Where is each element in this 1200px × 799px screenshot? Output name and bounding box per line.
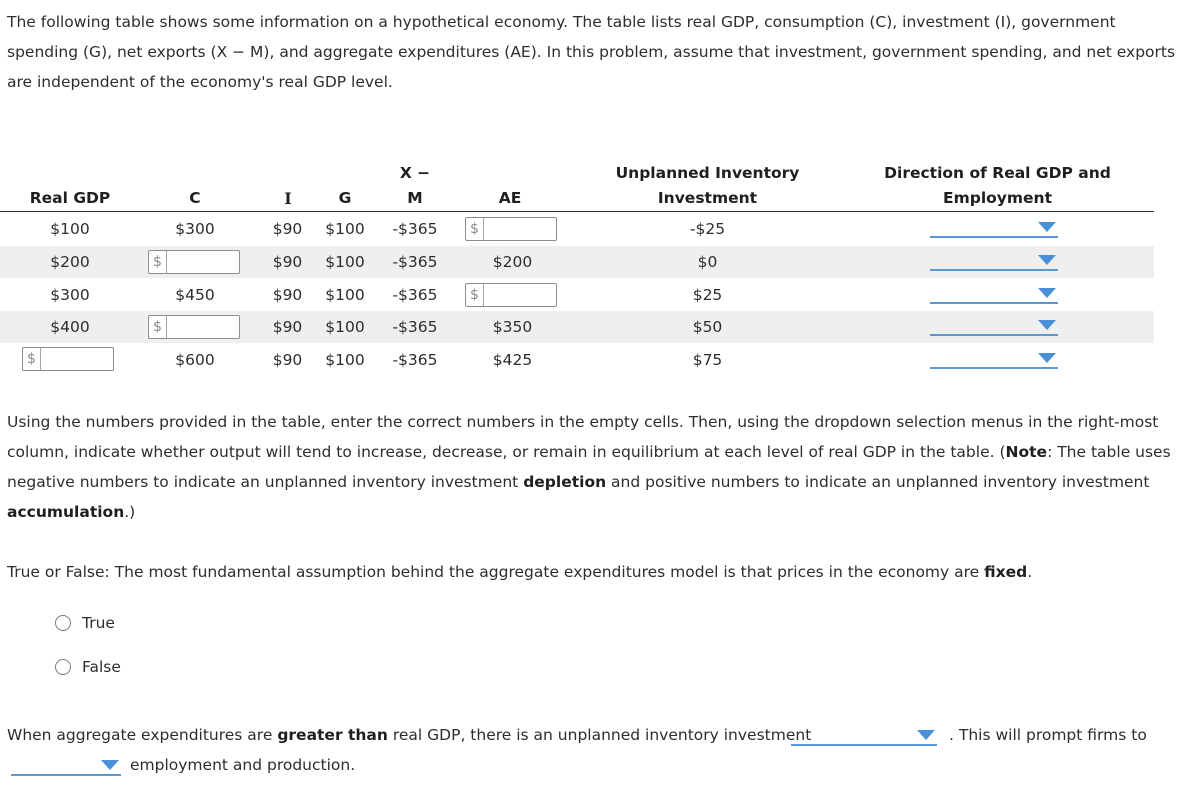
header-direction-top: Direction of Real GDP and	[884, 164, 1111, 182]
header-unplanned-inventory-bottom: Investment	[657, 189, 758, 207]
dropdown-arrow-icon	[917, 730, 935, 740]
direction-dropdown-row-3[interactable]	[930, 280, 1058, 304]
instructions-line	[7, 467, 1177, 497]
cell-aggregate-expenditures: $200	[492, 253, 533, 271]
cell-investment: $90	[272, 286, 303, 304]
cell-real-gdp: $100	[50, 220, 90, 238]
cell-net-exports: -$365	[392, 286, 438, 304]
true-false-question	[7, 557, 1177, 587]
cell-consumption: $450	[175, 286, 215, 304]
intro-line: The following table shows some information on a hypothetical economy. The table lists real GDP, consumption (C), investment (I), government	[7, 13, 1116, 31]
sentence-text: When aggregate expenditures are	[7, 726, 278, 744]
direction-dropdown-row-4[interactable]	[930, 312, 1058, 336]
blank-sentence-tail: . This will prompt firms to	[949, 726, 1147, 744]
header-aggregate-expenditures: AE	[498, 189, 522, 207]
header-net-exports-bottom: M	[407, 189, 423, 207]
radio-label: False	[82, 658, 121, 676]
intro-line: spending (G), net exports (X − M), and aggregate expenditures (AE). In this problem, assume that investment, government spending, and net exports	[7, 43, 1176, 61]
employment-change-dropdown[interactable]	[11, 752, 121, 776]
instructions-line	[7, 497, 1177, 527]
dollar-sign: $	[149, 316, 167, 338]
dropdown-arrow-icon	[1038, 255, 1056, 265]
cell-net-exports: -$365	[392, 220, 438, 238]
cell-real-gdp: $200	[50, 253, 90, 271]
header-net-exports-top: X −	[399, 164, 431, 182]
cell-government: $100	[325, 220, 365, 238]
header-divider	[0, 211, 1154, 212]
radio-label: True	[82, 614, 115, 632]
direction-dropdown-row-5[interactable]	[930, 345, 1058, 369]
dollar-sign: $	[23, 348, 41, 370]
greater-than-term: greater than	[277, 726, 388, 744]
cell-consumption: $600	[175, 351, 215, 369]
cell-investment: $90	[272, 318, 303, 336]
intro-line: are independent of the economy's real GDP level.	[7, 73, 393, 91]
cell-net-exports: -$365	[392, 253, 438, 271]
ae-input-row-3[interactable]	[465, 283, 557, 307]
cell-real-gdp: $400	[50, 318, 90, 336]
intro-paragraph	[7, 7, 1177, 97]
accumulation-term: accumulation	[7, 503, 125, 521]
radio-button[interactable]	[55, 615, 71, 631]
cell-net-exports: -$365	[392, 318, 438, 336]
cell-real-gdp: $300	[50, 286, 90, 304]
cell-unplanned-inventory: $25	[692, 286, 723, 304]
cell-government: $100	[325, 286, 365, 304]
header-direction-bottom: Employment	[942, 189, 1052, 207]
dropdown-arrow-icon	[1038, 353, 1056, 363]
header-real-gdp: Real GDP	[29, 189, 111, 207]
instructions-line	[7, 437, 1177, 467]
dollar-sign: $	[466, 218, 484, 240]
cell-investment: $90	[272, 351, 303, 369]
cell-aggregate-expenditures: $350	[492, 318, 533, 336]
question-text: .	[1027, 563, 1033, 581]
direction-dropdown-row-1[interactable]	[930, 214, 1058, 238]
radio-option-false[interactable]	[55, 655, 121, 679]
cell-unplanned-inventory: -$25	[689, 220, 726, 238]
instructions-paragraph	[7, 407, 1177, 527]
header-investment: I	[284, 189, 292, 208]
depletion-term: depletion	[523, 473, 607, 491]
radio-option-true[interactable]	[55, 611, 115, 635]
header-consumption: C	[189, 189, 201, 207]
instructions-text: negative numbers to indicate an unplanned inventory investment	[7, 473, 524, 491]
real-gdp-input-row-5[interactable]	[22, 347, 114, 371]
cell-unplanned-inventory: $50	[692, 318, 723, 336]
cell-aggregate-expenditures: $425	[492, 351, 533, 369]
cell-investment: $90	[272, 220, 303, 238]
question-text: True or False: The most fundamental assumption behind the aggregate expenditures model is that prices in the economy are	[7, 563, 985, 581]
note-label: Note	[1005, 443, 1048, 461]
cell-unplanned-inventory: $75	[692, 351, 723, 369]
cell-unplanned-inventory: $0	[697, 253, 718, 271]
fixed-term: fixed	[984, 563, 1028, 581]
consumption-input-row-4[interactable]	[148, 315, 240, 339]
sentence-text: real GDP, there is an unplanned inventory investment	[387, 726, 812, 744]
blank-sentence-line-2: employment and production.	[130, 756, 356, 774]
dropdown-arrow-icon	[1038, 320, 1056, 330]
cell-government: $100	[325, 318, 365, 336]
dropdown-arrow-icon	[101, 760, 119, 770]
direction-dropdown-row-2[interactable]	[930, 247, 1058, 271]
radio-button[interactable]	[55, 659, 71, 675]
dollar-sign: $	[466, 284, 484, 306]
ae-input-row-1[interactable]	[465, 217, 557, 241]
cell-government: $100	[325, 351, 365, 369]
cell-government: $100	[325, 253, 365, 271]
instructions-text: and positive numbers to indicate an unplanned inventory investment	[606, 473, 1150, 491]
instructions-text: .)	[124, 503, 136, 521]
instructions-line: Using the numbers provided in the table, enter the correct numbers in the empty cells. Then, using the dropdown selection menus in the right-most	[7, 413, 1159, 431]
dollar-sign: $	[149, 251, 167, 273]
cell-net-exports: -$365	[392, 351, 438, 369]
blank-sentence-line-1	[7, 720, 811, 750]
consumption-input-row-2[interactable]	[148, 250, 240, 274]
header-unplanned-inventory-top: Unplanned Inventory	[615, 164, 800, 182]
dropdown-arrow-icon	[1038, 222, 1056, 232]
inventory-change-dropdown[interactable]	[791, 722, 937, 746]
instructions-text: column, indicate whether output will tend to increase, decrease, or remain in equilibrium at each level of real GDP in the table. (	[7, 443, 1006, 461]
instructions-text: : The table uses	[1047, 443, 1171, 461]
cell-consumption: $300	[175, 220, 215, 238]
header-government: G	[338, 189, 352, 207]
dropdown-arrow-icon	[1038, 288, 1056, 298]
cell-investment: $90	[272, 253, 303, 271]
